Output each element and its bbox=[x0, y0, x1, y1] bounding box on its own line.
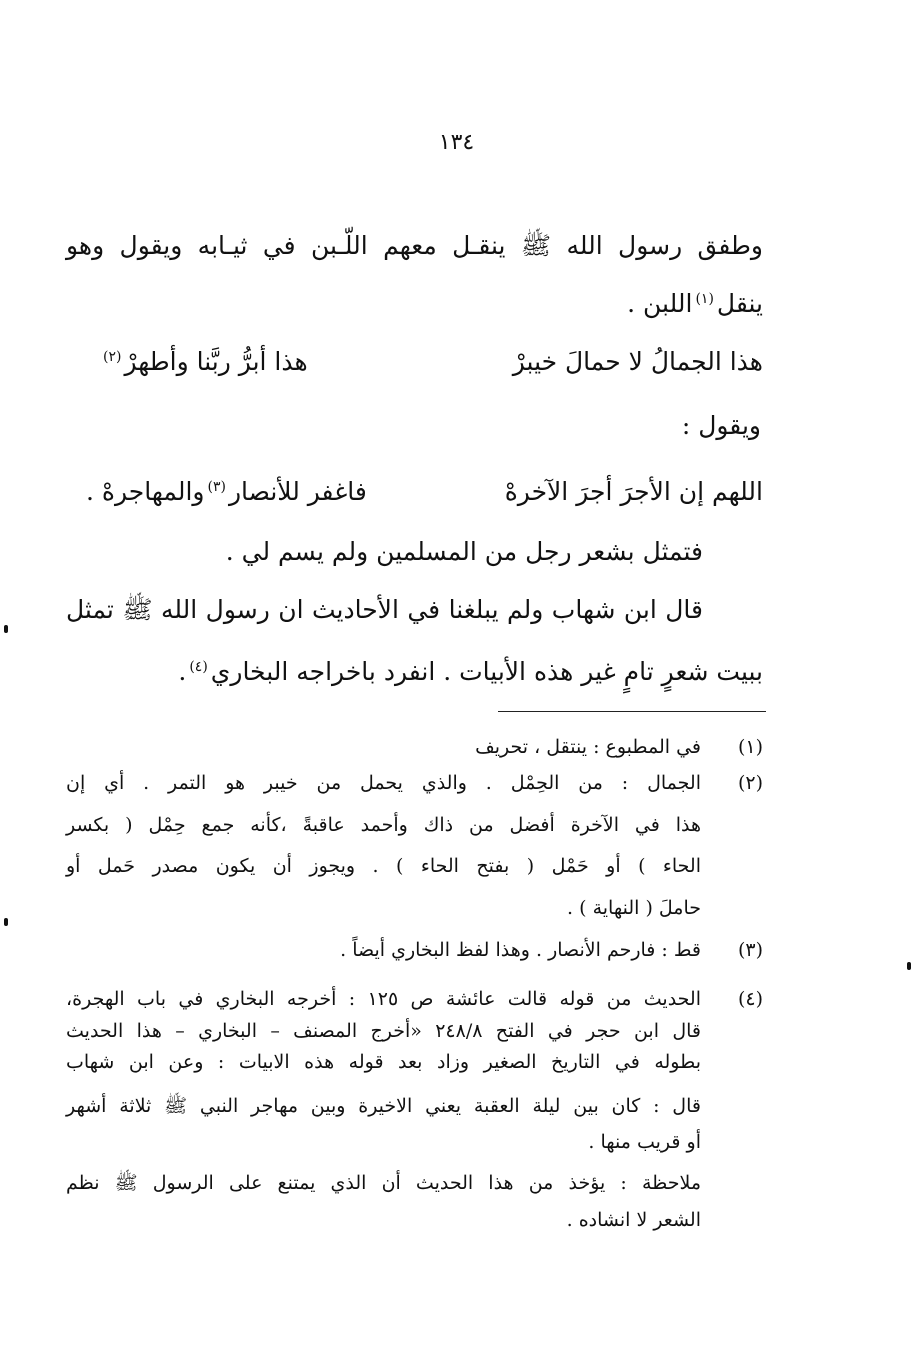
footnote-line: الحاء ) أو حَمْل ( بفتح الحاء ) . ويجوز أن يكون مصدر حَمل أو bbox=[66, 855, 701, 877]
footnote-line: أو قريب منها . bbox=[588, 1131, 701, 1153]
page-number: ١٣٤ bbox=[438, 130, 475, 155]
footnote-divider bbox=[498, 711, 766, 712]
footnote-number: (٤) bbox=[737, 988, 763, 1010]
body-line: ويقول : bbox=[681, 411, 761, 440]
body-text: اللبن . bbox=[627, 289, 693, 318]
footnote-marker: (١) bbox=[695, 290, 714, 307]
note-line: ملاحظة : يؤخذ من هذا الحديث أن الذي يمتنع على الرسول ﷺ نظم bbox=[66, 1172, 701, 1194]
scan-mark bbox=[4, 918, 8, 926]
body-line: قال ابن شهاب ولم يبلغنا في الأحاديث ان رسول الله ﷺ تمثل bbox=[66, 595, 703, 624]
body-text: ينقل bbox=[716, 289, 763, 318]
footnote-line: الحديث من قوله قالت عائشة ص ١٢٥ : أخرجه البخاري في باب الهجرة، bbox=[66, 988, 701, 1010]
footnote-line: حاملَ ( النهاية ) . bbox=[567, 897, 701, 919]
note-line: الشعر لا انشاده . bbox=[566, 1209, 701, 1231]
footnote-line: بطوله في التاريخ الصغير وزاد بعد قوله هذه الابيات : وعن ابن شهاب bbox=[66, 1051, 701, 1073]
verse-hemistich-right: هذا الجمالُ لا حمالَ خيبرْ bbox=[512, 347, 763, 376]
verse-text: فاغفر للأنصار bbox=[228, 477, 367, 506]
scan-mark bbox=[4, 625, 8, 633]
footnote-line: قط : فارحم الأنصار . وهذا لفظ البخاري أيضاً . bbox=[340, 939, 701, 961]
body-text: ببيت شعرٍ تامٍ غير هذه الأبيات . انفرد باخراجه البخاري bbox=[210, 657, 763, 686]
body-line: فتمثل بشعر رجل من المسلمين ولم يسم لي . bbox=[225, 537, 703, 566]
footnote-number: (٢) bbox=[737, 772, 763, 794]
footnote-number: (٣) bbox=[737, 939, 763, 961]
verse-hemistich-left bbox=[100, 344, 308, 380]
footnote-line: هذا في الآخرة أفضل من ذاك وأحمد عاقبةً ،كأنه جمع حِمْل ( بكسر bbox=[66, 814, 701, 836]
footnote-marker: (٣) bbox=[207, 478, 226, 495]
footnote-marker: (٤) bbox=[189, 658, 208, 675]
verse-hemistich-left bbox=[86, 474, 367, 510]
verse-text: والمهاجرهْ . bbox=[86, 477, 205, 506]
verse-line bbox=[86, 474, 763, 510]
verse-hemistich-right: اللهم إن الأجرَ أجرَ الآخرهْ bbox=[504, 477, 763, 506]
verse-line bbox=[100, 344, 763, 380]
scan-mark bbox=[907, 962, 911, 970]
body-line bbox=[66, 654, 763, 690]
body-line: وطفق رسول الله ﷺ ينقـل معهم اللّـبن في ثيـابه ويقول وهو bbox=[66, 231, 763, 260]
footnote-line: الجمال : من الحِمْل . والذي يحمل من خيبر هو التمر . أي إن bbox=[66, 772, 701, 794]
verse-text: هذا أبرُّ ربَّنا وأطهرْ bbox=[124, 347, 308, 376]
footnote-number: (١) bbox=[737, 736, 763, 758]
footnote-line: قال ابن حجر في الفتح ٢٤٨/٨ «أخرج المصنف – البخاري – هذا الحديث bbox=[66, 1020, 702, 1042]
footnote-line: قال : كان بين ليلة العقبة يعني الاخيرة وبين مهاجر النبي ﷺ ثلاثة أشهر bbox=[66, 1095, 701, 1117]
body-text: . bbox=[178, 657, 187, 686]
footnote-marker: (٢) bbox=[103, 348, 122, 365]
footnote-line: في المطبوع : ينتقل ، تحريف bbox=[475, 736, 701, 758]
body-line bbox=[66, 286, 763, 322]
